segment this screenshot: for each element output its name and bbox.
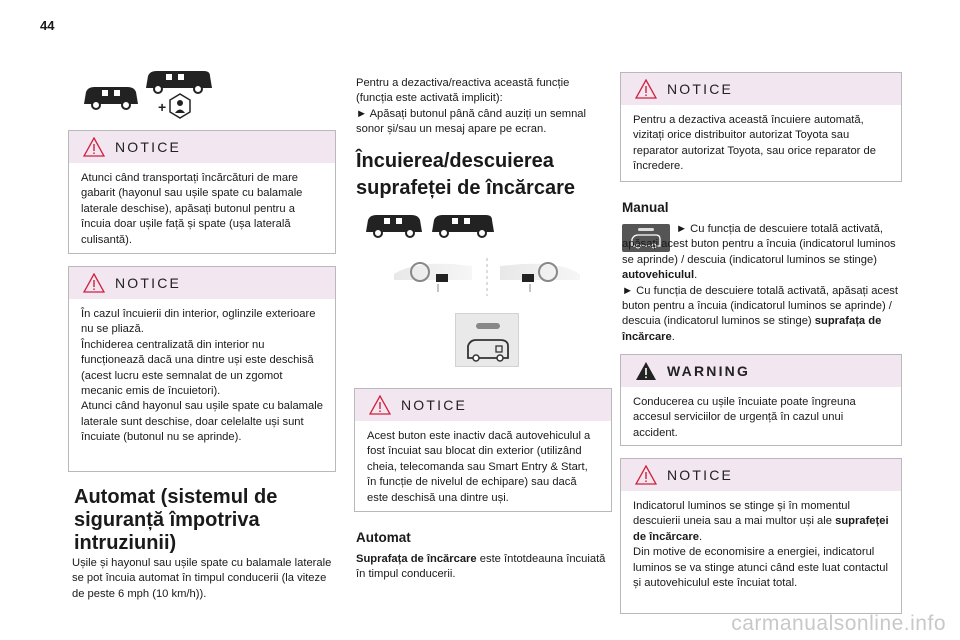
van-pair-lock-icon: [80, 66, 220, 122]
warning-triangle-icon: [635, 79, 657, 99]
section-heading-cargo: [356, 150, 616, 200]
notice-box-2: [68, 266, 336, 472]
notice-paragraph: În cazul încuierii din interior, oglinzile exterioare nu se pliază.: [81, 308, 316, 336]
bold-term: autovehiculul: [622, 269, 695, 282]
intro-step: ► Apăsați butonul până când auziți un semnal sonor și/sau un mesaj apare pe ecran.: [356, 107, 587, 136]
cargo-lock-icon: [456, 314, 520, 368]
bold-term: Suprafața de încărcare: [356, 553, 477, 565]
notice-text: [69, 299, 335, 456]
van-icons-col2: [362, 208, 502, 240]
notice-header: [621, 73, 901, 105]
notice-box-3: [354, 388, 612, 512]
warning-triangle-icon: [635, 465, 657, 485]
intro-paragraph: Pentru a dezactiva/reactiva această funcție (funcția este activată implicit):: [356, 77, 570, 105]
section-heading-automat: [74, 486, 344, 555]
text-span: este întotdeauna încuiată în timpul conducerii.: [356, 553, 606, 581]
text-span: .: [694, 269, 698, 282]
notice-paragraph: Atunci când hayonul sau ușile spate cu balamale laterale sunt deschise, doar celelalte uși sunt încuiate (butonul nu se aprinde).: [81, 400, 323, 444]
notice-title: NOTICE: [115, 139, 182, 155]
notice-header: [69, 131, 335, 163]
heading-line: siguranță împotriva: [74, 509, 260, 531]
heading-line: Încuierea/descuierea: [356, 150, 554, 172]
notice-text: [621, 491, 901, 601]
notice-header: [355, 389, 611, 421]
notice-title: NOTICE: [667, 467, 734, 483]
notice-box-5: [620, 458, 902, 614]
heading-line: intruziunii): [74, 532, 177, 554]
warning-header: [621, 355, 901, 387]
warning-triangle-icon: [369, 395, 391, 415]
page-number: 44: [40, 18, 55, 33]
heading-line: suprafeței de încărcare: [356, 177, 575, 199]
warning-text: Conducerea cu ușile încuiate poate îngreuna accesul serviciilor de urgență în cazul unui accident.: [633, 396, 856, 439]
manual-text: [622, 222, 902, 345]
notice-title: NOTICE: [115, 275, 182, 291]
text-span: Indicatorul luminos se stinge și în momentul descuierii uneia sau a mai multor uși ale: [633, 500, 851, 528]
notice-header: [621, 459, 901, 491]
notice-paragraph: [633, 499, 889, 545]
warning-box: [620, 354, 902, 446]
warning-title: WARNING: [667, 363, 751, 379]
van-icons-col1: [80, 66, 220, 122]
bold-term: suprafeței de încărcare: [633, 515, 889, 543]
heading-line: Automat (sistemul de: [74, 486, 278, 508]
automat-body-text: Ușile și hayonul sau ușile spate cu balamale laterale se pot încuia automat în timpul conducerii (la viteze de peste 6 mph (10 km/h)).: [72, 557, 332, 600]
notice-paragraph: Din motive de economisire a energiei, indicatorul luminos se va stinge atunci când este luat contactul și autovehiculul este încuiat total.: [633, 546, 888, 590]
notice-title: NOTICE: [667, 81, 734, 97]
text-span: ► Cu funcția de descuiere totală activată, apăsați acest buton pentru a încuia (indicatorul luminos se aprinde) / descuia (indicatorul luminos se stinge): [622, 284, 899, 328]
notice-text: Atunci când transportați încărcături de mare gabarit (hayonul sau ușile spate cu balamale laterale deschise), apăsați butonul pentru a încuia doar ușile față și spate (ușa laterală culisantă).: [81, 172, 303, 246]
bold-term: suprafața de încărcare: [622, 315, 882, 343]
dashboard-illustration: [392, 254, 582, 298]
subheading-manual: Manual: [622, 200, 669, 215]
warning-triangle-filled-icon: [635, 361, 657, 381]
text-span: .: [698, 530, 703, 543]
text-span: ► Cu funcția de descuiere totală activată, apăsați acest buton pentru a încuia (indicatorul luminos se aprinde) / descuia (indicatorul luminos se stinge): [622, 223, 896, 266]
notice-title: NOTICE: [401, 397, 468, 413]
notice-text: Acest buton este inactiv dacă autovehiculul a fost încuiat sau blocat din exterior (utilizând cheia, telecomanda sau Smart Entry & Start, în funcție de nivelul de echipare) sau dacă este deschisă una dintre uși.: [367, 430, 591, 504]
manual-paragraph-1: [622, 222, 902, 284]
subheading-automat: Automat: [356, 530, 411, 545]
watermark: carmanualsonline.info: [731, 612, 946, 635]
intro-text: [356, 76, 608, 138]
steering-wheel-dashboard-icon: [392, 254, 582, 298]
notice-header: [69, 267, 335, 299]
automat-cargo-text: [356, 552, 610, 583]
notice-box-4: [620, 72, 902, 182]
svg-text:+: +: [158, 99, 167, 115]
warning-triangle-icon: [83, 273, 105, 293]
notice-paragraph: Închiderea centralizată din interior nu funcționează dacă una dintre uși este deschisă (acest lucru este semnalat de un zgomot mecanic emis de încuietori).: [81, 338, 314, 398]
notice-text: Pentru a dezactiva această încuiere automată, vizitați orice distribuitor autorizat Toyota sau reparator autorizat Toyota, sau orice reparator de încredere.: [633, 114, 876, 173]
cargo-lock-button: [455, 313, 519, 367]
manual-paragraph-2: [622, 284, 902, 346]
text-span: .: [671, 330, 675, 343]
warning-triangle-icon: [83, 137, 105, 157]
van-pair-icon: [362, 208, 502, 240]
notice-box-1: [68, 130, 336, 254]
